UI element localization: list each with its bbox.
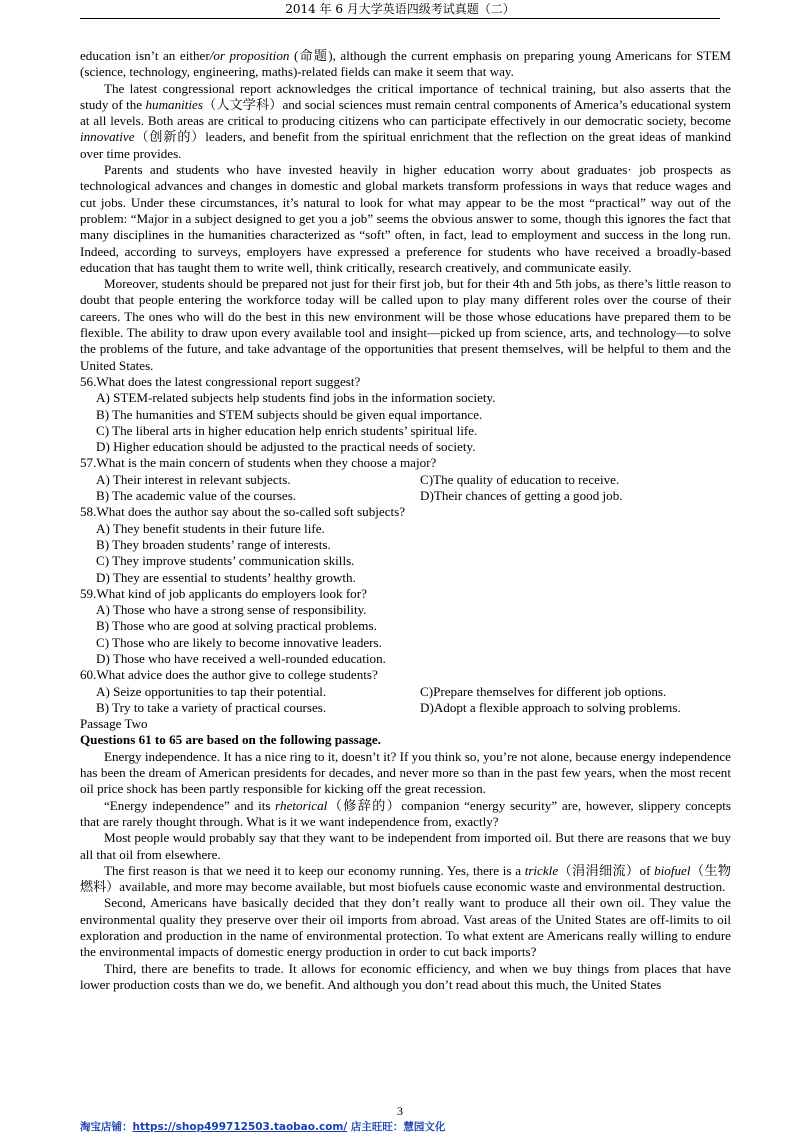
text-run: （人文学科）and social sciences must remain central components of America’s educational system at all levels. Both areas are critical to producing citizens who can participate effectively in our democratic society, become — [80, 96, 731, 129]
shop-link[interactable]: https://shop499712503.taobao.com/ — [132, 1121, 348, 1133]
text-run: education isn’t an either — [80, 48, 210, 63]
text-run: （修辞的）companion “energy security” are, however, slippery concepts that are rarely thought through. What is it we want independence from, exactly? — [80, 797, 732, 829]
question-stem: 60.What advice does the author give to college students? — [80, 667, 378, 683]
passage-one-paragraph-1 — [80, 81, 731, 162]
question-stem: 57.What is the main concern of students when they choose a major? — [80, 455, 437, 471]
italic-term: innovative — [80, 129, 135, 145]
passage-one-paragraph-0 — [80, 48, 731, 81]
text-run: “Energy independence” and its — [104, 797, 276, 813]
passage-two-paragraph-4 — [80, 863, 731, 896]
italic-term: /or proposition — [209, 48, 290, 63]
passage-two-paragraph-2 — [80, 798, 731, 831]
question-59 — [80, 586, 731, 667]
question-58 — [80, 504, 731, 585]
question-56 — [80, 374, 731, 455]
passage-two-paragraph-1: Energy independence. It has a nice ring to it, doesn’t it? If you think so, you’re not alone, because energy independence has been the dream of American presidents for decades, and never more so than in the past few years, when the most recent oil price shock has been partly responsible for kicking off the great recession. — [80, 748, 731, 797]
italic-term: trickle — [524, 862, 559, 878]
option-a: A) They benefit students in their future life. — [96, 520, 325, 536]
text-run: （创新的）leaders, and benefit from the spiritual enrichment that the reflection on the great ideas of mankind over time provides. — [80, 129, 731, 161]
option-b: B) The academic value of the courses. — [96, 488, 297, 504]
option-a: A) Seize opportunities to tap their potential. — [96, 683, 327, 699]
text-run: The first reason is that we need it to keep our economy running. Yes, there is a — [104, 862, 525, 878]
option-b: B) They broaden students’ range of interests. — [96, 536, 331, 552]
question-stem: 58.What does the author say about the so-called soft subjects? — [80, 504, 406, 520]
passage-two-paragraph-6: Third, there are benefits to trade. It allows for economic efficiency, and when we buy things from places that have lower production costs than we do, we benefit. And although you don’t read about this much, the United States — [80, 960, 731, 992]
question-stem: 59.What kind of job applicants do employers look for? — [80, 585, 367, 601]
passage-two-paragraph-5: Second, Americans have basically decided that they don’t really want to produce all their own oil. They value the environmental quality they preserve over their oil imports from abroad. Vast areas of the United States are off-limits to oil exploration and production in the name of environmental protection. To what extent are Americans really willing to endure the environmental impacts of domestic energy production in order to cut back imports? — [80, 895, 731, 960]
option-b: B) The humanities and STEM subjects should be given equal importance. — [96, 406, 483, 422]
italic-term: biofuel — [654, 862, 691, 878]
text-run: The latest congressional report acknowledges the critical importance of technical training, but also asserts that the study of the — [80, 80, 731, 112]
passage-two-paragraph-3: Most people would probably say that they want to be independent from imported oil. But there are reasons that we buy all that oil from elsewhere. — [80, 830, 731, 862]
passage-two-heading: Questions 61 to 65 are based on the following passage. — [80, 732, 381, 748]
question-60 — [80, 667, 731, 716]
option-a: A) STEM-related subjects help students find jobs in the information society. — [96, 390, 496, 406]
text-run: （生物燃料）available, and more may become available, but most biofuels cause economic waste and environmental destruction. — [80, 862, 731, 895]
question-57 — [80, 455, 731, 504]
page-number: 3 — [397, 1104, 403, 1118]
document-body — [80, 48, 731, 993]
footer-owner: 店主旺旺：慧园文化 — [347, 1121, 446, 1133]
passage-one-paragraph-2: Parents and students who have invested heavily in higher education worry about graduates· job prospects as technological advances and changes in domestic and global markets transform professions in ways that reduce wages and cut jobs. Under these circumstances, it’s natural to look for what may appear to be the most “practical” way out of the problem: “Major in a subject designed to get you a job” seems the obvious answer to some, though this ignores the fact that many disciplines in the humanities characterized as “soft” often, in fact, lead to employment and success in the long run. Indeed, according to surveys, employers have expressed a preference for students who have received a broadly-based education that has taught them to write well, think critically, research creatively, and communicate easily. — [80, 162, 731, 275]
option-d: D) Those who have received a well-rounded education. — [96, 650, 386, 666]
question-stem: 56.What does the latest congressional report suggest? — [80, 373, 361, 389]
option-a: A) Those who have a strong sense of responsibility. — [96, 602, 367, 618]
footer-label: 淘宝店铺： — [80, 1121, 133, 1133]
passage-one-paragraph-3: Moreover, students should be prepared not just for their first job, but for their 4th and 5th jobs, as there’s little reason to doubt that people entering the workforce today will be called upon to play many different roles over the course of their careers. The ones who will do the best in this new environment will be those whose educations have prepared them to be flexible. The ability to draw upon every available tool and insight—picked up from science, arts, and technology—to solve the problems of the future, and take advantage of the opportunities that present themselves, will be helpful to them and the United States. — [80, 276, 731, 373]
header-title: 2014 年 6 月大学英语四级考试真题（二） — [285, 2, 515, 16]
option-c: C) Those who are likely to become innovative leaders. — [96, 634, 382, 650]
passage-two-label: Passage Two — [80, 716, 148, 732]
option-d: D)Their chances of getting a good job. — [420, 488, 623, 504]
option-d: D) Higher education should be adjusted to the practical needs of society. — [96, 439, 476, 455]
option-b: B) Those who are good at solving practical problems. — [96, 618, 377, 634]
option-b: B) Try to take a variety of practical courses. — [96, 699, 327, 715]
option-c: C)Prepare themselves for different job options. — [420, 683, 667, 699]
page-footer — [80, 1119, 445, 1134]
option-c: C) The liberal arts in higher education help enrich students’ spiritual life. — [96, 422, 478, 438]
option-a: A) Their interest in relevant subjects. — [96, 471, 291, 487]
italic-term: rhetorical — [275, 797, 328, 813]
option-d: D)Adopt a flexible approach to solving problems. — [420, 699, 681, 715]
option-c: C) They improve students’ communication skills. — [96, 553, 355, 569]
page-header — [80, 0, 720, 19]
option-d: D) They are essential to students’ healthy growth. — [96, 569, 356, 585]
text-run: (命题), although the current emphasis on preparing young Americans for STEM (science, technology, engineering, maths)-related fields can make it seem that way. — [80, 48, 731, 80]
text-run: （涓涓细流）of — [558, 862, 655, 878]
option-c: C)The quality of education to receive. — [420, 471, 620, 487]
italic-term: humanities — [145, 96, 203, 112]
